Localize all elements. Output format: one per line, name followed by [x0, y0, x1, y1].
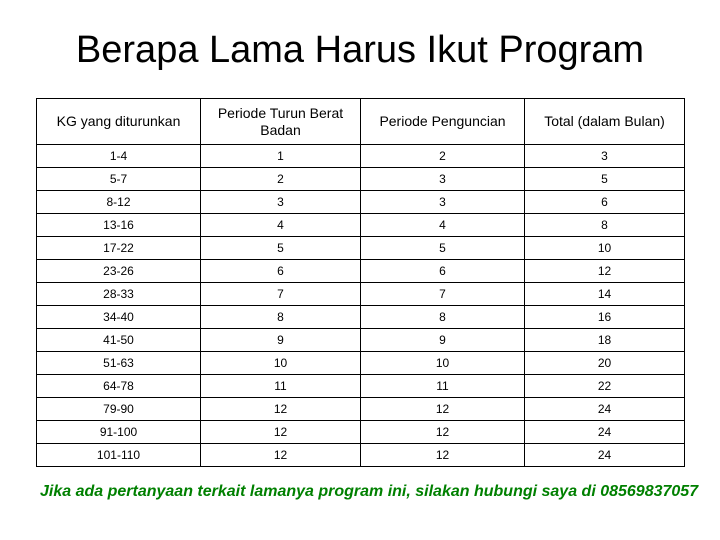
cell-kg-lost: 5-7: [37, 168, 201, 191]
cell-weight-loss-period: 12: [201, 444, 361, 467]
cell-kg-lost: 1-4: [37, 145, 201, 168]
cell-kg-lost: 91-100: [37, 421, 201, 444]
cell-kg-lost: 41-50: [37, 329, 201, 352]
cell-weight-loss-period: 2: [201, 168, 361, 191]
cell-total-months: 6: [525, 191, 685, 214]
header-total-months: Total (dalam Bulan): [525, 99, 685, 145]
table-row: [37, 145, 685, 168]
program-duration-table: [36, 98, 685, 467]
table-row: [37, 168, 685, 191]
table-row: [37, 237, 685, 260]
cell-total-months: 24: [525, 444, 685, 467]
cell-total-months: 3: [525, 145, 685, 168]
table-row: [37, 283, 685, 306]
table-header-row: [37, 99, 685, 145]
header-kg-lost: KG yang diturunkan: [37, 99, 201, 145]
cell-kg-lost: 34-40: [37, 306, 201, 329]
cell-kg-lost: 28-33: [37, 283, 201, 306]
footer-contact-note: Jika ada pertanyaan terkait lamanya program ini, silakan hubungi saya di 08569837057: [40, 483, 699, 500]
cell-total-months: 14: [525, 283, 685, 306]
cell-lock-period: 12: [361, 444, 525, 467]
cell-lock-period: 12: [361, 421, 525, 444]
cell-lock-period: 10: [361, 352, 525, 375]
cell-lock-period: 3: [361, 191, 525, 214]
table-row: [37, 214, 685, 237]
cell-weight-loss-period: 11: [201, 375, 361, 398]
cell-weight-loss-period: 5: [201, 237, 361, 260]
cell-lock-period: 12: [361, 398, 525, 421]
cell-lock-period: 7: [361, 283, 525, 306]
cell-lock-period: 11: [361, 375, 525, 398]
cell-kg-lost: 23-26: [37, 260, 201, 283]
cell-lock-period: 9: [361, 329, 525, 352]
table-row: [37, 352, 685, 375]
cell-total-months: 22: [525, 375, 685, 398]
cell-total-months: 8: [525, 214, 685, 237]
table-row: [37, 191, 685, 214]
cell-weight-loss-period: 1: [201, 145, 361, 168]
cell-total-months: 24: [525, 421, 685, 444]
table-row: [37, 444, 685, 467]
table-row: [37, 329, 685, 352]
header-lock-period: Periode Penguncian: [361, 99, 525, 145]
cell-total-months: 20: [525, 352, 685, 375]
cell-total-months: 5: [525, 168, 685, 191]
cell-lock-period: 4: [361, 214, 525, 237]
cell-kg-lost: 17-22: [37, 237, 201, 260]
cell-weight-loss-period: 4: [201, 214, 361, 237]
cell-kg-lost: 51-63: [37, 352, 201, 375]
cell-total-months: 12: [525, 260, 685, 283]
table-row: [37, 260, 685, 283]
cell-weight-loss-period: 12: [201, 421, 361, 444]
cell-weight-loss-period: 6: [201, 260, 361, 283]
cell-kg-lost: 64-78: [37, 375, 201, 398]
table-row: [37, 306, 685, 329]
header-weight-loss-period: Periode Turun Berat Badan: [201, 99, 361, 145]
cell-total-months: 24: [525, 398, 685, 421]
cell-total-months: 18: [525, 329, 685, 352]
table-row: [37, 398, 685, 421]
table-row: [37, 375, 685, 398]
cell-kg-lost: 79-90: [37, 398, 201, 421]
cell-kg-lost: 101-110: [37, 444, 201, 467]
cell-weight-loss-period: 10: [201, 352, 361, 375]
cell-weight-loss-period: 9: [201, 329, 361, 352]
cell-total-months: 10: [525, 237, 685, 260]
cell-lock-period: 2: [361, 145, 525, 168]
cell-kg-lost: 8-12: [37, 191, 201, 214]
cell-weight-loss-period: 7: [201, 283, 361, 306]
cell-lock-period: 5: [361, 237, 525, 260]
cell-weight-loss-period: 3: [201, 191, 361, 214]
page-title: Berapa Lama Harus Ikut Program: [75, 29, 645, 71]
cell-lock-period: 6: [361, 260, 525, 283]
cell-kg-lost: 13-16: [37, 214, 201, 237]
table-body: [37, 145, 685, 467]
cell-weight-loss-period: 8: [201, 306, 361, 329]
cell-lock-period: 8: [361, 306, 525, 329]
cell-lock-period: 3: [361, 168, 525, 191]
cell-weight-loss-period: 12: [201, 398, 361, 421]
table-row: [37, 421, 685, 444]
cell-total-months: 16: [525, 306, 685, 329]
